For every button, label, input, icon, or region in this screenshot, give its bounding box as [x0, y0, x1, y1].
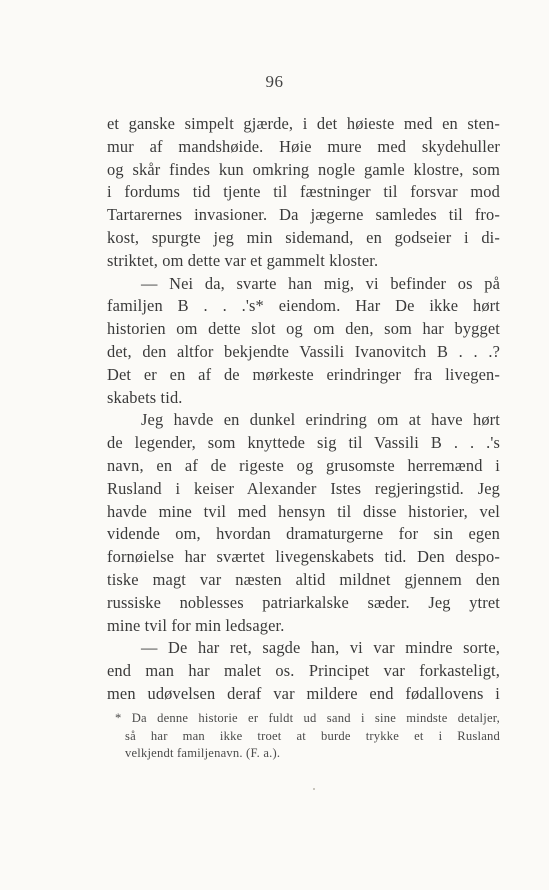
- text-line: det, den altfor bekjendte Vassili Ivanovitch B . . .?: [107, 341, 500, 361]
- footnote-line: velkjendt familjenavn. (F. a.).: [125, 746, 281, 760]
- text-line: skabets tid.: [107, 387, 183, 407]
- text-line: men udøvelsen deraf var mildere end fødallovens i: [107, 683, 500, 703]
- footnote-line: * Da denne historie er fuldt ud sand i sine mindste detaljer,: [115, 711, 500, 725]
- text-line: Jeg havde en dunkel erindring om at have hørt: [141, 410, 500, 430]
- page-number: 96: [265, 72, 284, 91]
- body-text: [107, 113, 500, 706]
- text-line: et ganske simpelt gjærde, i det høieste med en sten-: [107, 114, 500, 133]
- text-line: — Nei da, svarte han mig, vi befinder os på: [141, 273, 500, 293]
- text-line: de legender, som knyttede sig til Vassili B . . .'s: [107, 433, 500, 453]
- text-line: Rusland i keiser Alexander Istes regjeringstid. Jeg: [107, 478, 500, 498]
- text-line: navn, en af de rigeste og grusomste herremænd i: [107, 455, 500, 475]
- text-line: i fordums tid tjente til fæstninger til forsvar mod: [107, 182, 500, 202]
- text-line: fornøielse har sværtet livegenskabets tid. Den despo-: [107, 547, 500, 567]
- text-line: vidende om, hvordan dramaturgerne for sin egen: [107, 524, 500, 544]
- text-line: russiske noblesses patriarkalske sæder. Jeg ytret: [107, 592, 500, 612]
- text-line: kost, spurgte jeg min sidemand, en godseier i di-: [107, 227, 500, 247]
- text-line: — De har ret, sagde han, vi var mindre sorte,: [141, 638, 500, 658]
- paper-speck: [313, 788, 315, 790]
- text-line: historien om dette slot og om den, som har bygget: [107, 319, 500, 339]
- text-line: havde mine tvil med hensyn til disse historier, vel: [107, 501, 500, 521]
- text-line: mur af mandshøide. Høie mure med skydehuller: [107, 136, 500, 156]
- footnote-line: så har man ikke troet at burde trykke et i Rusland: [125, 728, 500, 743]
- text-line: end man har malet os. Principet var forkasteligt,: [107, 661, 500, 681]
- text-line: familjen B . . .'s* eiendom. Har De ikke hørt: [107, 296, 500, 316]
- text-line: tiske magt var næsten altid mildnet gjennem den: [107, 569, 500, 589]
- text-line: Det er en af de mørkeste erindringer fra livegen-: [107, 364, 500, 384]
- text-line: mine tvil for min ledsager.: [107, 615, 285, 635]
- text-line: Tartarernes invasioner. Da jægerne samledes til fro-: [107, 205, 500, 225]
- footnote: [115, 710, 500, 763]
- text-line: og skår findes kun omkring nogle gamle klostre, som: [107, 159, 500, 179]
- text-line: striktet, om dette var et gammelt kloster.: [107, 250, 379, 270]
